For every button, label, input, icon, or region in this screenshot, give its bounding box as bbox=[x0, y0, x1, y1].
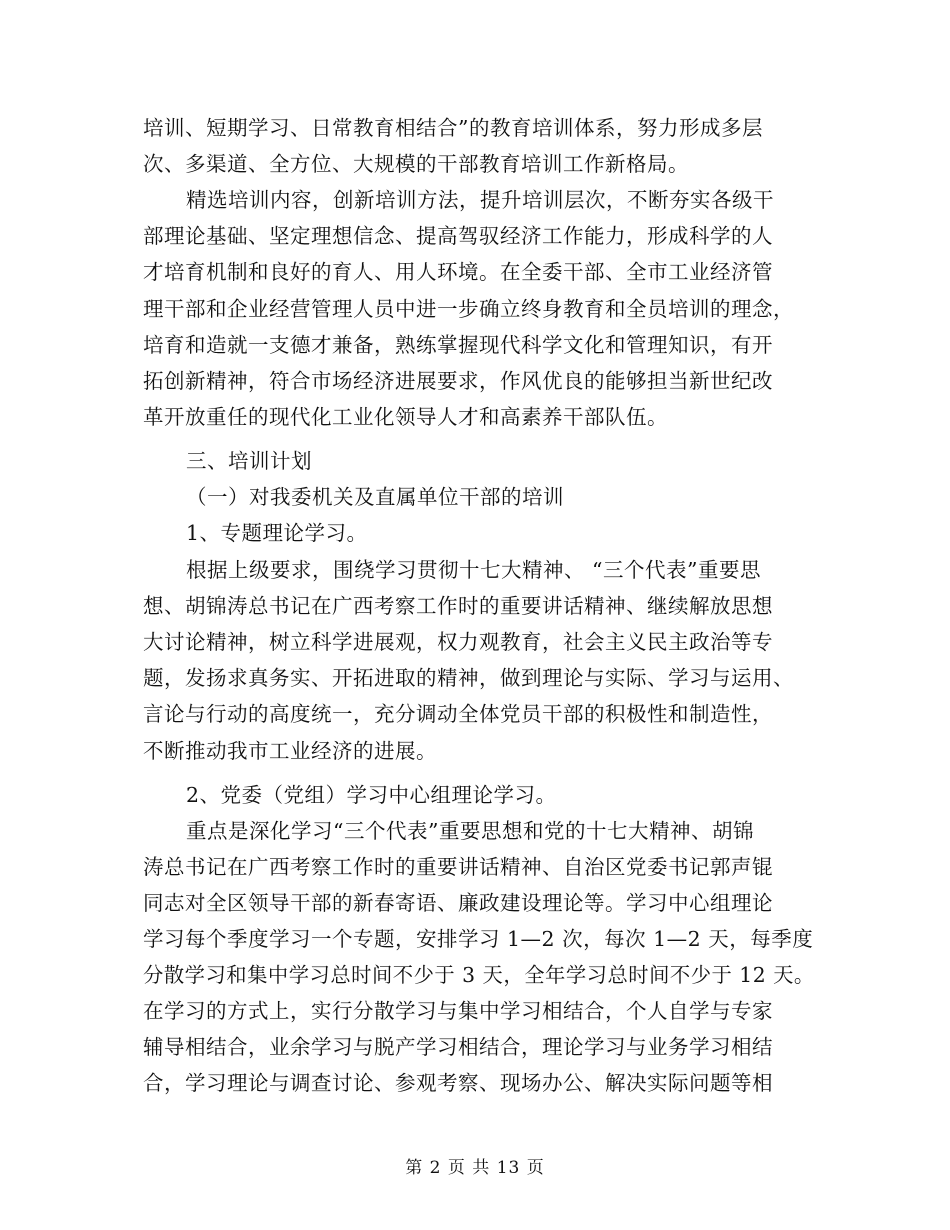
subsection-heading: （一）对我委机关及直属单位干部的培训 bbox=[186, 485, 564, 509]
text-line: 培训、短期学习、日常教育相结合”的教育培训体系，努力形成多层 bbox=[143, 116, 763, 140]
text-line: 言论与行动的高度统一，充分调动全体党员干部的积极性和制造性， bbox=[143, 702, 773, 726]
text-line: 大讨论精神，树立科学进展观，权力观教育，社会主义民主政治等专 bbox=[143, 630, 773, 654]
text-line: 精选培训内容，创新培训方法，提升培训层次，不断夯实各级干 bbox=[186, 188, 774, 212]
page-number: 第 2 页 共 13 页 bbox=[405, 1158, 545, 1178]
text-line: 重点是深化学习“三个代表”重要思想和党的十七大精神、胡锦 bbox=[186, 819, 754, 843]
text-line: 理干部和企业经营管理人员中进一步确立终身教育和全员培训的理念， bbox=[143, 297, 794, 321]
text-line: 革开放重任的现代化工业化领导人才和高素养干部队伍。 bbox=[143, 405, 668, 429]
text-line: 拓创新精神，符合市场经济进展要求，作风优良的能够担当新世纪改 bbox=[143, 369, 773, 393]
text-line: 同志对全区领导干部的新春寄语、廉政建设理论等。学习中心组理论 bbox=[143, 891, 773, 915]
text-line: 根据上级要求，围绕学习贯彻十七大精神、 “三个代表”重要思 bbox=[186, 558, 761, 582]
text-line: 在学习的方式上，实行分散学习与集中学习相结合，个人自学与专家 bbox=[143, 999, 773, 1023]
text-line: 次、多渠道、全方位、大规模的干部教育培训工作新格局。 bbox=[143, 152, 689, 176]
text-line: 合，学习理论与调查讨论、参观考察、现场办公、解决实际问题等相 bbox=[143, 1071, 773, 1095]
item-heading: 2、党委（党组）学习中心组理论学习。 bbox=[186, 783, 557, 807]
text-line: 不断推动我市工业经济的进展。 bbox=[143, 739, 437, 763]
text-line: 才培育机制和良好的育人、用人环境。在全委干部、全市工业经济管 bbox=[143, 260, 773, 284]
text-line: 部理论基础、坚定理想信念、提高驾驭经济工作能力，形成科学的人 bbox=[143, 224, 773, 248]
item-heading: 1、专题理论学习。 bbox=[186, 521, 368, 545]
text-line: 辅导相结合，业余学习与脱产学习相结合，理论学习与业务学习相结 bbox=[143, 1035, 773, 1059]
text-line: 题，发扬求真务实、开拓进取的精神，做到理论与实际、学习与运用、 bbox=[143, 666, 794, 690]
text-line: 培育和造就一支德才兼备，熟练掌握现代科学文化和管理知识，有开 bbox=[143, 333, 773, 357]
text-line: 分散学习和集中学习总时间不少于 3 天，全年学习总时间不少于 12 天。 bbox=[143, 963, 815, 987]
text-line: 学习每个季度学习一个专题，安排学习 1—2 次，每次 1—2 天，每季度 bbox=[143, 927, 814, 951]
text-line: 想、胡锦涛总书记在广西考察工作时的重要讲话精神、继续解放思想 bbox=[143, 594, 773, 618]
text-line: 涛总书记在广西考察工作时的重要讲话精神、自治区党委书记郭声锟 bbox=[143, 855, 773, 879]
section-heading: 三、培训计划 bbox=[186, 449, 312, 473]
